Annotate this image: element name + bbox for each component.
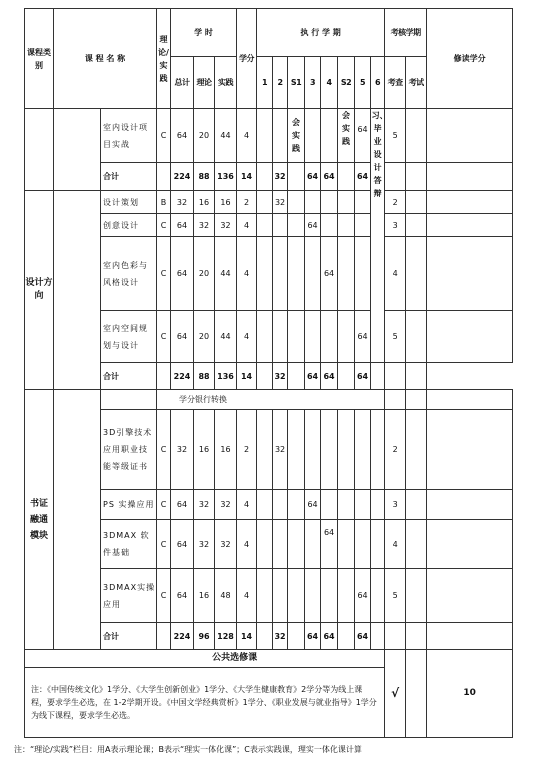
subtotal-total: 224	[171, 623, 194, 650]
subtotal-practice: 136	[215, 163, 237, 191]
header-sem-s2: S2	[338, 57, 355, 109]
course-type: C	[157, 237, 171, 311]
elective-check-mark: √	[385, 650, 406, 738]
subtotal-sem5: 64	[355, 623, 371, 650]
hours-practice: 44	[215, 311, 237, 363]
table-row	[25, 109, 513, 163]
sem5-hours: 64	[355, 569, 371, 623]
sem3-hours: 64	[305, 214, 321, 237]
header-assess: 考核学期	[385, 9, 427, 57]
hours-theory: 32	[194, 520, 215, 569]
hours-theory: 32	[194, 214, 215, 237]
hours-practice: 16	[215, 191, 237, 214]
header-hours: 学 时	[171, 9, 237, 57]
course-type: B	[157, 191, 171, 214]
course-name: 3DMAX 软件基础	[101, 520, 157, 569]
course-plan-table	[24, 8, 513, 738]
header-sem-1: 1	[257, 57, 273, 109]
course-credit: 4	[237, 490, 257, 520]
subtotal-total: 224	[171, 363, 194, 390]
course-name: 3D引擎技术应用职业技能等级证书	[101, 410, 157, 490]
course-name: 3DMAX实操应用	[101, 569, 157, 623]
hours-total: 64	[171, 214, 194, 237]
header-study-credit: 修读学分	[427, 9, 513, 109]
blank-cell	[54, 109, 101, 191]
subtotal-sem4: 64	[321, 363, 338, 390]
subtotal-practice: 128	[215, 623, 237, 650]
course-credit: 4	[237, 237, 257, 311]
hours-practice: 32	[215, 520, 237, 569]
header-credit: 学分	[237, 9, 257, 109]
header-hours-theory: 理论	[194, 57, 215, 109]
assess-semester: 2	[385, 191, 406, 214]
subtotal-theory: 88	[194, 363, 215, 390]
course-credit: 4	[237, 311, 257, 363]
elective-credit: 10	[427, 650, 513, 738]
course-credit: 2	[237, 410, 257, 490]
header-sem-2: 2	[273, 57, 288, 109]
subtotal-sem2: 32	[273, 623, 288, 650]
subtotal-credit: 14	[237, 623, 257, 650]
hours-practice: 32	[215, 214, 237, 237]
course-name: 创意设计	[101, 214, 157, 237]
hours-practice: 44	[215, 237, 237, 311]
course-credit: 4	[237, 569, 257, 623]
subtotal-sem2: 32	[273, 363, 288, 390]
subtotal-practice: 136	[215, 363, 237, 390]
course-type: C	[157, 490, 171, 520]
subtotal-credit: 14	[237, 363, 257, 390]
course-name: 设计策划	[101, 191, 157, 214]
hours-theory: 16	[194, 569, 215, 623]
header-sem-4: 4	[321, 57, 338, 109]
hours-total: 32	[171, 191, 194, 214]
header-category: 课程类别	[25, 9, 54, 109]
course-type: C	[157, 109, 171, 163]
subtotal-label: 合计	[101, 163, 157, 191]
hours-theory: 20	[194, 237, 215, 311]
footer-note: 注：“理论/实践”栏目：用A表示理论课；B表示“理实一体化课”；C表示实践课，理实一体化课计算	[14, 745, 362, 754]
subtotal-sem3: 64	[305, 623, 321, 650]
course-type: C	[157, 311, 171, 363]
assess-semester: 3	[385, 214, 406, 237]
subtotal-sem4: 64	[321, 163, 338, 191]
elective-title-row	[25, 650, 513, 668]
social-practice-label-1: 会实践	[292, 118, 301, 153]
sem2-hours: 32	[273, 410, 288, 490]
blank-cell	[406, 650, 427, 738]
hours-total: 64	[171, 237, 194, 311]
hours-theory: 16	[194, 191, 215, 214]
credit-bank-note: 学分银行转换	[157, 390, 385, 410]
header-sem-6: 6	[371, 57, 385, 109]
header-hours-practice: 实践	[215, 57, 237, 109]
blank-cell	[54, 191, 101, 390]
course-credit: 2	[237, 191, 257, 214]
course-name: PS 实操应用	[101, 490, 157, 520]
header-sem-3: 3	[305, 57, 321, 109]
hours-total: 64	[171, 520, 194, 569]
subtotal-theory: 96	[194, 623, 215, 650]
assess-semester: 5	[385, 569, 406, 623]
subtotal-sem3: 64	[305, 163, 321, 191]
assess-semester: 2	[385, 410, 406, 490]
header-assess-exam: 考试	[406, 57, 427, 109]
subtotal-sem4: 64	[321, 623, 338, 650]
subtotal-label: 合计	[101, 623, 157, 650]
hours-total: 32	[171, 410, 194, 490]
hours-theory: 16	[194, 410, 215, 490]
subtotal-total: 224	[171, 163, 194, 191]
subtotal-sem2: 32	[273, 163, 288, 191]
bank-note-row	[25, 390, 513, 410]
course-type: C	[157, 214, 171, 237]
assess-semester: 5	[385, 109, 406, 163]
hours-total: 64	[171, 109, 194, 163]
hours-total: 64	[171, 569, 194, 623]
subtotal-sem5: 64	[355, 163, 371, 191]
hours-practice: 44	[215, 109, 237, 163]
sem3-hours: 64	[305, 490, 321, 520]
category-cell-empty	[25, 109, 54, 191]
sem4-hours: 64	[321, 237, 338, 311]
internship-label: 习、毕业设计答辩	[371, 111, 388, 198]
course-name: 室内色彩与风格设计	[101, 237, 157, 311]
header-schedule: 执 行 学 期	[257, 9, 385, 57]
header-assess-check: 考查	[385, 57, 406, 109]
hours-theory: 20	[194, 311, 215, 363]
course-type: C	[157, 410, 171, 490]
hours-theory: 20	[194, 109, 215, 163]
category-design-direction: 设计方向	[25, 191, 54, 390]
subtotal-sem3: 64	[305, 363, 321, 390]
subtotal-sem5: 64	[355, 363, 371, 390]
header-sem-s1: S1	[288, 57, 305, 109]
course-type: C	[157, 520, 171, 569]
hours-total: 64	[171, 311, 194, 363]
hours-practice: 48	[215, 569, 237, 623]
assess-semester: 5	[385, 311, 406, 363]
subtotal-theory: 88	[194, 163, 215, 191]
hours-theory: 32	[194, 490, 215, 520]
sem5-hours: 64	[355, 311, 371, 363]
assess-semester: 3	[385, 490, 406, 520]
course-type: C	[157, 569, 171, 623]
hours-practice: 32	[215, 490, 237, 520]
assess-semester: 4	[385, 520, 406, 569]
blank-cell	[54, 390, 101, 650]
header-sem-5: 5	[355, 57, 371, 109]
header-hours-total: 总计	[171, 57, 194, 109]
social-practice-label-2: 会实践	[342, 111, 351, 146]
elective-note: 注：《中国传统文化》1学分、《大学生创新创业》1学分、《大学生健康教育》2学分等为线上课程，要求学生必选，在 1-2学期开设。《中国文学经典赏析》1学分、《职业发展与就业指导》1学分为线下课程，要求学生必选。	[25, 668, 385, 738]
course-table-wrap	[24, 8, 512, 738]
sem2-hours: 32	[273, 191, 288, 214]
course-credit: 4	[237, 109, 257, 163]
sem4-hours: 64	[321, 520, 338, 569]
hours-practice: 16	[215, 410, 237, 490]
assess-semester: 4	[385, 237, 406, 311]
header-theory-practice: 理论/实践	[158, 34, 169, 83]
course-name: 室内空间规划与设计	[101, 311, 157, 363]
sem5-hours: 64	[355, 109, 371, 163]
elective-title: 公共选修课	[25, 650, 385, 668]
subtotal-credit: 14	[237, 163, 257, 191]
hours-total: 64	[171, 490, 194, 520]
header-course-name: 课 程 名 称	[54, 9, 157, 109]
course-name: 室内设计项目实战	[101, 109, 157, 163]
table-row	[25, 191, 513, 214]
category-cert-module: 书证融通模块	[25, 390, 54, 650]
course-credit: 4	[237, 520, 257, 569]
course-credit: 4	[237, 214, 257, 237]
subtotal-label: 合计	[101, 363, 157, 390]
